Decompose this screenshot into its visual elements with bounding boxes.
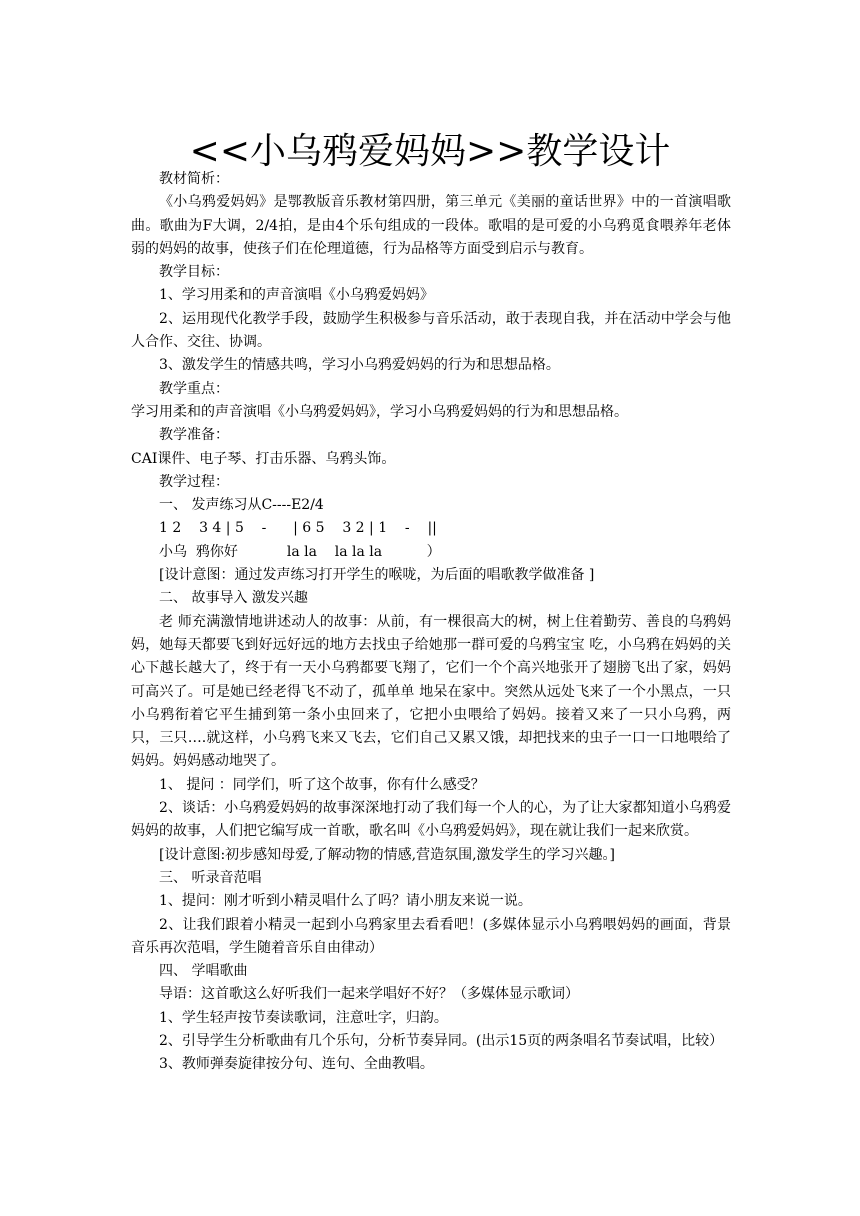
step-heading-4: 四、 学唱歌曲 — [159, 963, 248, 980]
section-heading-goals: 教学目标： — [159, 264, 229, 281]
key-points-text: 学习用柔和的声音演唱《小乌鸦爱妈妈》，学习小乌鸦爱妈妈的行为和思想品格。 — [131, 403, 628, 420]
lyrics-line: 小乌 鸦你好 la la la la la ） — [159, 543, 441, 560]
step-4-item-2: 2、引导学生分析歌曲有几个乐句，分析节奏异同。(出示15页的两条唱名节奏试唱，比较） — [159, 1032, 724, 1049]
preparation-text: CAI课件、电子琴、打击乐器、乌鸦头饰。 — [131, 450, 396, 467]
document-body — [131, 168, 731, 1077]
design-intent-1: [设计意图：通过发声练习打开学生的喉咙，为后面的唱歌教学做准备 ] — [159, 567, 595, 584]
step-heading-3: 三、 听录音范唱 — [159, 869, 262, 886]
goal-item-1: 1、学习用柔和的声音演唱《小乌鸦爱妈妈》 — [159, 287, 434, 304]
goal-item-3: 3、激发学生的情感共鸣，学习小乌鸦爱妈妈的行为和思想品格。 — [159, 357, 560, 374]
step-heading-2: 二、 故事导入 激发兴趣 — [159, 590, 308, 607]
section-heading-process: 教学过程： — [159, 473, 229, 490]
step-4-item-1: 1、学生轻声按节奏读歌词，注意吐字，归韵。 — [159, 1009, 448, 1026]
design-intent-2: [设计意图:初步感知母爱,了解动物的情感,营造氛围,激发学生的学习兴趣。] — [159, 846, 615, 863]
story-paragraph: 老 师充满激情地讲述动人的故事：从前，有一棵很高大的树，树上住着勤劳、善良的乌鸦妈妈，她每天都要飞到好远好远的地方去找虫子给她那一群可爱的乌鸦宝宝 吃，小乌鸦在妈妈的关心下越长越大了，终于有一天小乌鸦都要飞翔了，它们一个个高兴地张开了翅膀飞出了家，妈妈可高兴了。可是她已经老得飞不动了，孤单单 地呆在家中。突然从远处飞来了一个小黑点，一只小乌鸦衔着它平生捕到第一条小虫回来了，它把小虫喂给了妈妈。接着又来了一只小乌鸦，两只，三只….就这样，小乌鸦飞来又飞去，它们自己又累又饿，却把找来的虫子一口一口地喂给了妈妈。妈妈感动地哭了。 — [131, 613, 731, 770]
document-title: <<小乌鸦爱妈妈>>教学设计 — [189, 131, 671, 173]
step-3-item-2: 2、让我们跟着小精灵一起到小乌鸦家里去看看吧！(多媒体显示小乌鸦喂妈妈的画面，背景音乐再次范唱，学生随着音乐自由律动） — [131, 916, 731, 956]
section-heading-analysis: 教材简析： — [159, 171, 229, 187]
step-2-item-1: 1、 提问 ：同学们，听了这个故事，你有什么感受？ — [159, 776, 485, 793]
section-heading-key-points: 教学重点： — [159, 380, 229, 397]
step-3-item-1: 1、提问：刚才听到小精灵唱什么了吗？请小朋友来说一说。 — [159, 893, 532, 910]
step-heading-1: 一、 发声练习从C----E2/4 — [159, 497, 324, 514]
step-4-intro: 导语：这首歌这么好听我们一起来学唱好不好？（多媒体显示歌词） — [159, 986, 579, 1003]
step-4-item-3: 3、教师弹奏旋律按分句、连句、全曲教唱。 — [159, 1056, 434, 1073]
notation-line: 1 2 3 4 | 5 - | 6 5 3 2 | 1 - || — [159, 520, 437, 537]
section-heading-preparation: 教学准备： — [159, 427, 229, 444]
goal-item-2: 2、运用现代化教学手段，鼓励学生积极参与音乐活动，敢于表现自我，并在活动中学会与他人合作、交往、协调。 — [131, 310, 731, 351]
step-2-item-2: 2、谈话：小乌鸦爱妈妈的故事深深地打动了我们每一个人的心，为了让大家都知道小乌鸦爱妈妈的故事，人们把它编写成一首歌，歌名叫《小乌鸦爱妈妈》，现在就让我们一起来欣赏。 — [131, 800, 731, 840]
paragraph-analysis: 《小乌鸦爱妈妈》是鄂教版音乐教材第四册，第三单元《美丽的童话世界》中的一首演唱歌曲。歌曲为F大调，2/4拍，是由4个乐句组成的一段体。歌唱的是可爱的小乌鸦觅食喂养年老体弱的妈妈的故事，使孩子们在伦理道德，行为品格等方面受到启示与教育。 — [131, 194, 731, 257]
